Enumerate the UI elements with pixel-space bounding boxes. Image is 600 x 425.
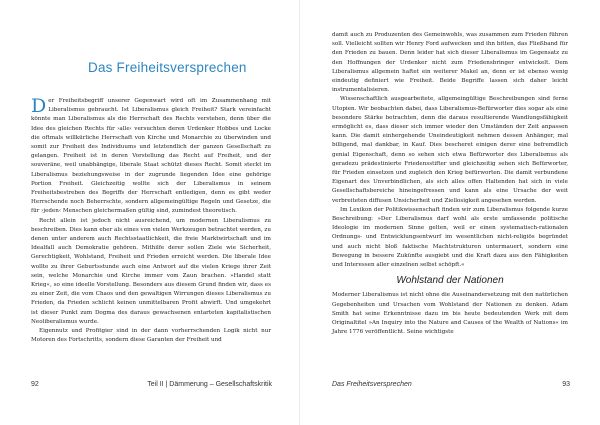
- chapter-title: Das Freiheitsversprechen: [88, 60, 247, 75]
- paragraph: Im Lexikon der Politikwissenschaft finden wir zum Liberalismus folgende kurze Beschreibung: »Der Liberalismus darf wohl als erste umfassende politische Ideologie im modernen Sinne gelten, weil er einen systematisch-rationalen Ordnungs- und Entwicklungsentwurf im wesentlichen nicht-religiös begründet und auch nicht bloß faktische Machtstrukturen untermauert, sondern eine Bewegung in bessere Zukünfte ausgiebt und die Kraft dazu aus den Fähigkeiten und Interessen aller einzelnen selbst schöpft.«: [332, 206, 568, 269]
- paragraph: Recht allein ist jedoch nicht ausreichend, um modernen Liberalismus zu beschreiben. Dies kann eher als eines von vielen Werkzeugen betrachtet werden, zu denen unter anderem auch Rechtsstaatlichkeit, die freie Marktwirtschaft und im Idealfall auch Demokratie gehören. Mithilfe derer sollen Ziele wie Sicherheit, Gerechtigkeit, Wohlstand, Freiheit und Frieden erreicht werden. Die liberale Idee wollte zu ihrer Geburtsstunde auch eine Antwort auf die vielen Kriege ihrer Zeit sein, welche Monarchie und Kirche immer vom Zaun brachen. »Handel statt Krieg«, so eine ideelle Vorstellung. Besonders aus diesem Grund finden wir, dass es zu einer Zeit, die vom Chaos und den gewaltigen Wirrungen dieses Liberalismus zu Frieden, da Frieden schlicht keinen unmittelbaren Profit abwirft. Und umgekehrt ist dieser Punkt zum Dogma des daraus gewachsenen entarteten kapitalistischen Neoliberalismus wurde.: [31, 217, 271, 325]
- paragraph: damit auch zu Produzenten des Gemeinwohls, was zusammen zum Frieden führen soll. Vielleicht sollten wir Henry Ford aufwecken und ihn bitten, das Fließband für den Frieden zu bauen. Denn leider hat sich dieser Liberalismus im Gegensatz zu den Hoffnungen der Urdenker nicht zum Friedensbringer entwickelt. Dem Liberalismus allgemein haftet ein weiterer Makel an, denn er ist ebenso wenig eindeutig definiert wie Freiheit. Beide Begriffe lassen sich daher leicht instrumentalisieren.: [332, 32, 568, 94]
- running-head-left: Teil II | Dämmerung – Gesellschaftskritik: [147, 381, 272, 388]
- page-number-right: 93: [562, 381, 570, 388]
- page-number-left: 92: [31, 381, 39, 388]
- section-title: Wohlstand der Nationen: [396, 275, 504, 287]
- running-head-right: Das Freiheitsversprechen: [332, 381, 412, 388]
- drop-cap: D: [31, 95, 47, 117]
- paragraph: Wissenschaftlich ausgearbeitete, allgemeingültige Beschreibungen sind ferne Utopien. Wir beobachten dabei, dass Liberalismus-Befürworter dies sogar als eine besondere Stärke betrachten, denn die daraus resultierende Wandlungsfähigkeit ermöglicht es, dass dieser sich immer wieder den Umständen der Zeit anpassen kann. Die damit einhergehende Uneindeutigkeit nehmen dessen Anhänger, mal billigend, mal dankbar, in Kauf. Dies bescheret einigen derer eine befremdlich genial Eigenschaft, denn so sehen sich etwa Befürworter des Liberalismus als geradezu prädestinierte Friedensstifter und gleichzeitig sehen sich Befürworter, für Frieden einsetzen und zugleich den Krieg befürworten. Die damit verbundene Eigenart des Unverbindlichen, als sich alles offen Haltenden hat sich in viele Gesellschaftsbereiche hineingefressen und kann als eine Ursache der weit verbreiteten diffusen Unsicherheit und Ziellosigkeit angesehen werden.: [332, 96, 568, 204]
- paragraph: Eigennutz und Profitgier sind in der dann vorherrschenden Logik nicht nur Motoren des Fortschritts, sondern diese Garanten der Freiheit und: [31, 328, 271, 344]
- left-body-text: [31, 97, 271, 345]
- paragraph-text: er Freiheitsbegriff unserer Gegenwart wird oft im Zusammenhang mit Liberalismus gebraucht. Ist Liberalismus gleich Freiheit? Stark vereinfacht könnte man Liberalismus als die Herrschaft des Rechts verstehen, denn über die Idee des gleichen Rechts für ›alle‹ versuchten deren Urdenker Hobbes und Locke die oftmals willkürliche Herrschaft von Kirche und Monarchie zu überwinden und somit zur Freiheit des Individuums und letztendlich der ganzen Gesellschaft zu gelangen. Freiheit ist in deren Vorstellung das Recht auf Freiheit, und der souveräne, weil unabhängige, liberale Staat schützt dieses Recht. Somit steckt im Liberalismus beziehungsweise in der zugrunde liegenden Idee eine gehörige Portion Freiheit. Gleichzeitig wollte sich der Liberalismus in seinem Freiheitsbestreben des Begriffs der Herrschaft entledigen, denn es gibt weder Herrschende noch Beherrschte, sondern allgemeingültige Regeln und Gesetze, die für ›jeden‹ Menschen gleichermaßen gültig sind, zumindest theoretisch.: [31, 98, 271, 215]
- right-body-text: [332, 31, 568, 338]
- paragraph: Moderner Liberalismus ist nicht ohne die Auseinandersetzung mit den natürlichen Gegebenheiten und Ursachen vom Wohlstand der Nationen zu denken. Adam Smith hat seine Erkenntnisse dazu im bis heute bedeutenden Werk mit dem Originaltitel »An Inquiry into the Nature and Causes of the Wealth of Nations« im Jahre 1776 veröffentlicht. Seine wichtigste: [332, 292, 568, 336]
- paragraph: [31, 97, 271, 217]
- right-page: [300, 0, 600, 425]
